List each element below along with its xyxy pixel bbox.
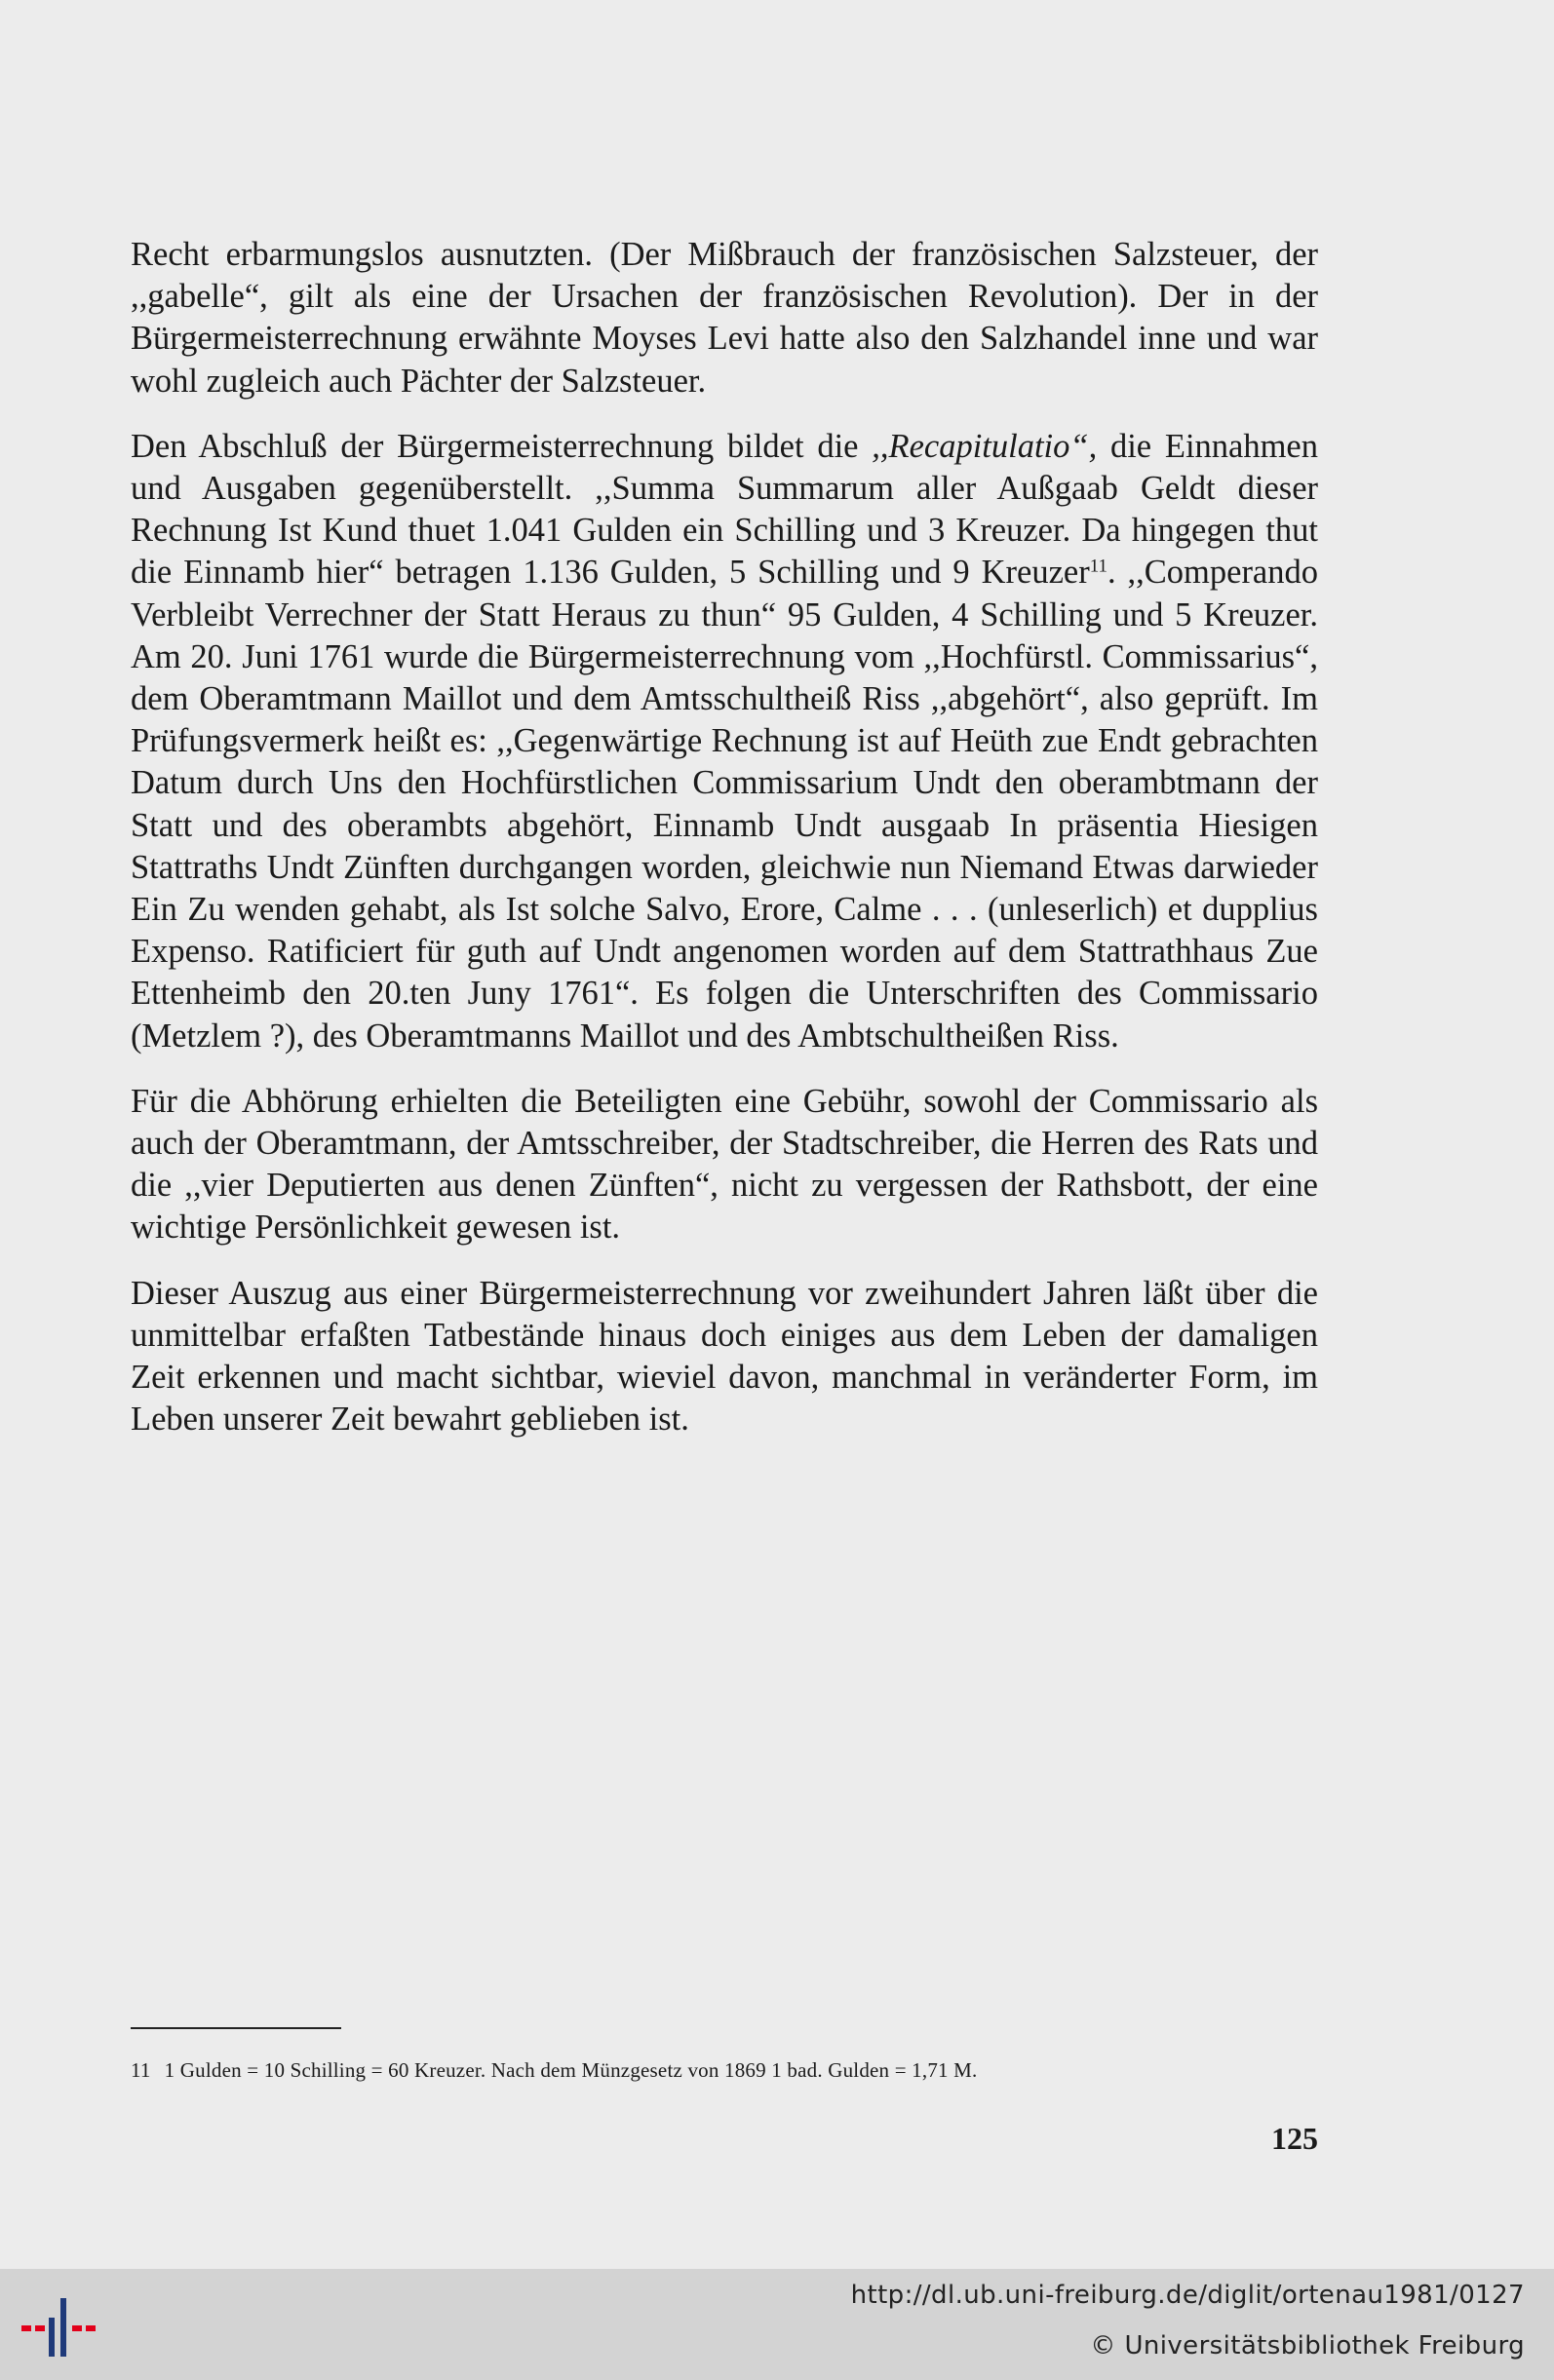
page-number: 125 — [1271, 2121, 1318, 2156]
ub-freiburg-logo-icon[interactable] — [18, 2296, 101, 2359]
footnote — [131, 2056, 1318, 2084]
recapitulatio-italic: ,,Recapitulatio“, — [872, 427, 1098, 465]
paragraph-4: Dieser Auszug aus einer Bürgermeisterrechnung vor zweihundert Jahren läßt über die unmittelbar erfaßten Tatbestände hinaus doch einiges aus dem Leben der damaligen Zeit erkennen und macht sichtbar, wieviel davon, manchmal in veränderter Form, im Leben unserer Zeit bewahrt geblieben ist. — [131, 1274, 1318, 1439]
paragraph-2-part-a: Den Abschluß der Bürgermeisterrechnung bildet die — [131, 427, 873, 465]
footnote-text: 1 Gulden = 10 Schilling = 60 Kreuzer. Nach dem Münzgesetz von 1869 1 bad. Gulden = 1,71 M. — [164, 2058, 978, 2082]
paragraph-2-part-b: die Einnahmen und Ausgaben gegenüberstellt. ,,Summa Summarum aller Außgaab Geldt dieser Rechnung Ist Kund thuet 1.041 Gulden ein Schilling und 3 Kreuzer. Da hingegen thut die Einnamb hier“ betragen 1.136 Gulden, 5 Schilling und 9 Kreuzer — [131, 427, 1318, 592]
footnote-reference[interactable]: 11 — [1089, 557, 1107, 578]
paragraph-2-part-c: . ,,Comperando Verbleibt Verrechner der Statt Heraus zu thun“ 95 Gulden, 4 Schilling und 5 Kreuzer. Am 20. Juni 1761 wurde die Bürgermeisterrechnung vom ,,Hochfürstl. Commissarius“, dem Oberamtmann Maillot und dem Amtsschultheiß Riss ,,abgehört“, also geprüft. Im Prüfungsvermerk heißt es: ,,Gegenwärtige Rechnung ist auf Heüth zue Endt gebrachten Datum durch Uns den Hochfürstlichen Commissarium Undt den oberambtmann der Statt und des oberambts abgehört, Einnamb Undt ausgaab In präsentia Hiesigen Stattraths Undt Zünften durchgangen worden, gleichwie nun Niemand Etwas darwieder Ein Zu wenden gehabt, als Ist solche Salvo, Erore, Calme . . . (unleserlich) et dupplius Expenso. Ratificiert für guth auf Undt angenomen worden auf dem Stattrathhaus Zue Ettenheimb den 20.ten Juny 1761“. Es folgen die Unterschriften des Commissario (Metzlem ?), des Oberamtmanns Maillot und des Ambtschultheißen Riss. — [131, 554, 1318, 1055]
body-text — [131, 234, 1318, 1464]
footer-url-link[interactable]: http://dl.ub.uni-freiburg.de/diglit/ortenau1981/0127 — [850, 2281, 1525, 2310]
footnote-divider — [131, 2027, 341, 2029]
paragraph-2 — [131, 426, 1318, 1057]
footer-copyright: © Universitätsbibliothek Freiburg — [1090, 2331, 1525, 2361]
paragraph-3: Für die Abhörung erhielten die Beteiligten eine Gebühr, sowohl der Commissario als auch der Oberamtmann, der Amtsschreiber, der Stadtschreiber, die Herren des Rats und die ,,vier Deputierten aus denen Zünften“, nicht zu vergessen der Rathsbott, der eine wichtige Persönlichkeit gewesen ist. — [131, 1082, 1318, 1247]
footnote-number: 11 — [131, 2058, 151, 2082]
paragraph-1: Recht erbarmungslos ausnutzten. (Der Mißbrauch der französischen Salzsteuer, der ,,gabelle“, gilt als eine der Ursachen der französischen Revolution). Der in der Bürgermeisterrechnung erwähnte Moyses Levi hatte also den Salzhandel inne und war wohl zugleich auch Pächter der Salzsteuer. — [131, 236, 1318, 400]
